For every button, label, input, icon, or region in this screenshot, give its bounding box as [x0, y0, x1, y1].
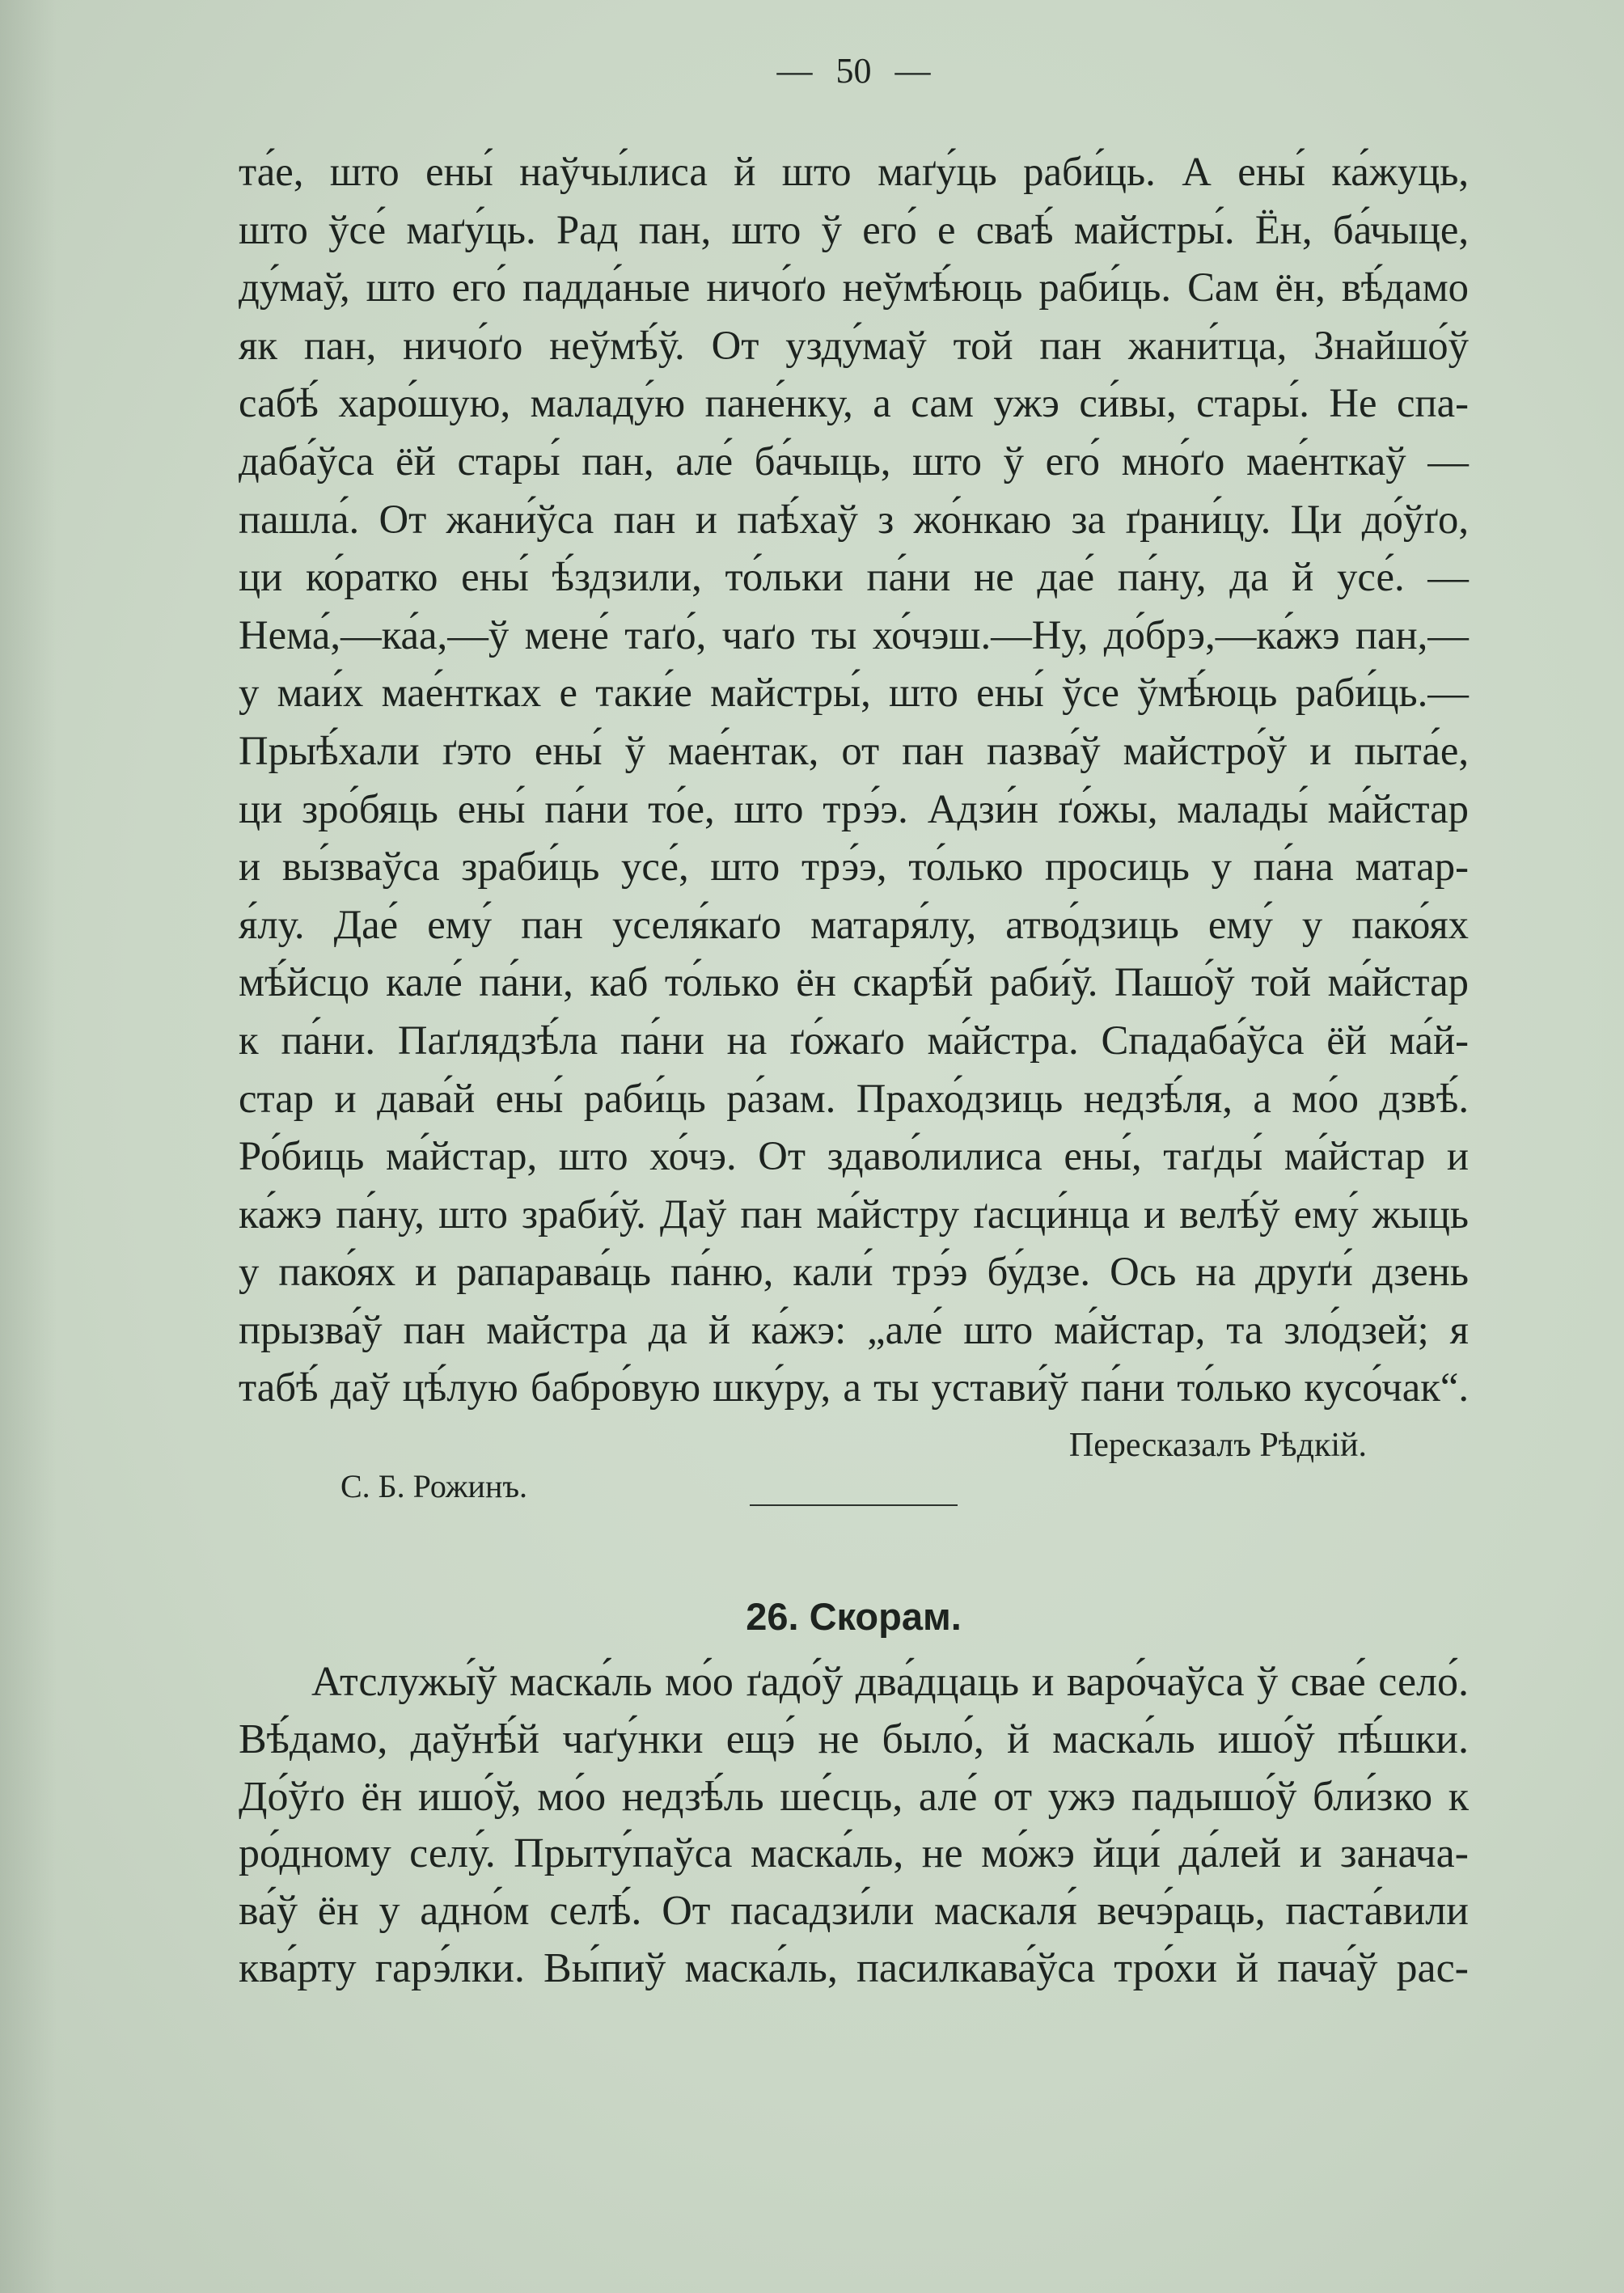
text-line: у пако́ях и рапарава́ць па́ню, кали́ трэ́э бу́дзе. Ось на друґи́ дзень: [239, 1249, 1469, 1295]
text-line: ва́ў ён у адно́м селѣ́. От пасадзи́ли маскаля́ вечэ́раць, паста́вили: [239, 1888, 1469, 1935]
page-number: — 50 —: [776, 51, 931, 91]
text-line: пашла́. От жани́ўса пан и паѣ́хаў з жо́нкаю за ґрани́цу. Ци до́ўґо,: [239, 496, 1469, 542]
text-line: сабѣ́ харо́шую, маладу́ю пане́нку, а сам ужэ си́вы, стары́. Не спа-: [239, 380, 1469, 426]
text-line: у маи́х мае́нтках е таки́е майстры́, што ены́ ўсе ўмѣ́юць раби́ць.—: [239, 670, 1469, 716]
text-line: ка́жэ па́ну, што зраби́ў. Даў пан ма́йстру ґасци́нца и велѣ́ў ему́ жыць: [239, 1191, 1469, 1237]
text-line: я́лу. Дае́ ему́ пан уселя́каґо матаря́лу, атво́дзиць ему́ у пако́ях: [239, 901, 1469, 947]
recorder-signature: С. Б. Рожинъ.: [340, 1468, 528, 1504]
text-line: До́ўґо ён ишо́ў, мо́о недзѣ́ль ше́сць, але́ от ужэ падышо́ў бли́зко к: [239, 1773, 1469, 1820]
text-line: як пан, ничо́ґо неўмѣ́ў. От узду́маў той пан жани́тца, Знайшо́ў: [239, 322, 1469, 368]
text-line: к па́ни. Паґлядзѣ́ла па́ни на ґо́жаґо ма́йстра. Спадаба́ўса ёй ма́й-: [239, 1017, 1469, 1063]
text-line: што ўсе́ маґу́ць. Рад пан, што ў его́ е сваѣ́ майстры́. Ён, ба́чыце,: [239, 206, 1469, 252]
text-line: и вы́зваўса зраби́ць усе́, што трэ́э, то́лько просиць у па́на матар-: [239, 844, 1469, 890]
section-heading: 26. Скорам.: [746, 1595, 962, 1638]
story-text: [239, 1654, 1469, 1998]
text-line: даба́ўса ёй стары́ пан, але́ ба́чыць, што ў его́ мно́ґо мае́нткаў —: [239, 438, 1469, 484]
text-line: Нема́,—ка́а,—ў мене́ таґо́, чаґо ты хо́чэш.—Ну, до́брэ,—ка́жэ пан,—: [239, 611, 1469, 658]
section-divider: [750, 1504, 958, 1506]
text-line: табѣ́ даў цѣ́лую бабро́вую шку́ру, а ты устави́ў па́ни то́лько кусо́чак“.: [239, 1364, 1469, 1411]
text-line: ци зро́бяць ены́ па́ни то́е, што трэ́э. Адзи́н ґо́жы, малады́ ма́йстар: [239, 785, 1469, 831]
text-line: та́е, што ены́ наўчы́лиса й што маґу́ць раби́ць. А ены́ ка́жуць,: [239, 149, 1469, 194]
text-line: ро́дному селу́. Прыту́паўса маска́ль, не мо́жэ йци́ да́лей и занача-: [239, 1830, 1469, 1877]
text-line: ду́маў, што его́ падда́ные ничо́ґо неўмѣ́юць раби́ць. Сам ён, вѣ́дамо: [239, 264, 1469, 311]
text-line: Прыѣ́хали ґэто ены́ ў мае́нтак, от пан пазва́ў майстро́ў и пыта́е,: [239, 727, 1469, 773]
retold-by-signature: Пересказалъ Рѣдкій.: [1068, 1427, 1367, 1464]
text-line: стар и дава́й ены́ раби́ць ра́зам. Прахо́дзиць недзѣ́ля, а мо́о дзвѣ́.: [239, 1075, 1469, 1121]
text-line: Атслужы́ў маска́ль мо́о ґадо́ў два́дцаць и варо́чаўса ў свае́ село́.: [311, 1659, 1469, 1705]
text-line: ква́рту гарэ́лки. Вы́пиў маска́ль, пасилкава́ўса тро́хи й пача́ў рас-: [239, 1944, 1469, 1991]
story-continuation-text: [239, 143, 1469, 1417]
text-line: прызва́ў пан майстра да й ка́жэ: „але́ што ма́йстар, та зло́дзей; я: [239, 1306, 1469, 1352]
text-line: Вѣ́дамо, даўнѣ́й чаґу́нки ещэ́ не было́, й маска́ль ишо́ў пѣ́шки.: [239, 1716, 1469, 1762]
text-line: Ро́биць ма́йстар, што хо́чэ. От здаво́лилиса ены́, таґды́ ма́йстар и: [239, 1133, 1469, 1179]
text-line: ци ко́ратко ены́ ѣ́здзили, то́льки па́ни не дае́ па́ну, да й усе́. —: [239, 554, 1469, 600]
text-line: мѣ́йсцо кале́ па́ни, каб то́лько ён скарѣ́й раби́ў. Пашо́ў той ма́йстар: [239, 959, 1469, 1005]
